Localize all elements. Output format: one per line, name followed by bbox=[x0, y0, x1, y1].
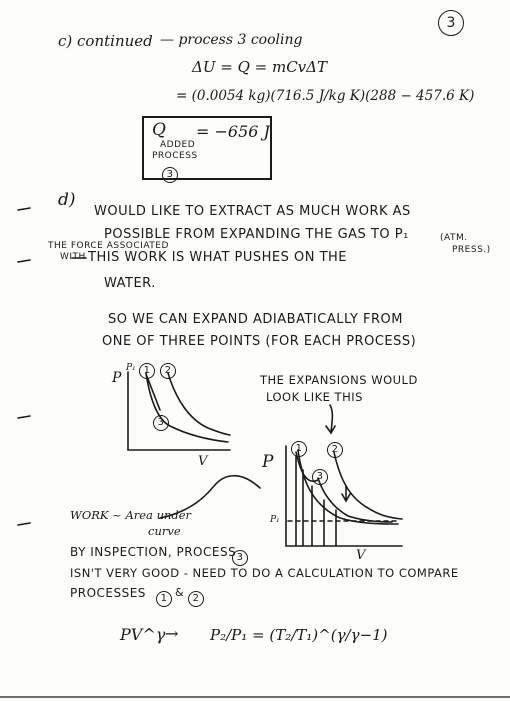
expansions-note-2: LOOK LIKE THIS bbox=[266, 390, 363, 404]
graph1-curve-b bbox=[168, 373, 230, 435]
force-note-2: WITH bbox=[60, 252, 86, 262]
section-c-heading: c) continued bbox=[58, 32, 153, 50]
graph2-p1: P₁ bbox=[270, 515, 280, 525]
graph2-point-1: 1 bbox=[291, 436, 307, 457]
page-number: 3 bbox=[438, 10, 464, 36]
graph1-point-2: 2 bbox=[160, 358, 176, 379]
graph1-axes bbox=[128, 372, 230, 450]
graph2-ylabel: P bbox=[262, 452, 274, 472]
graph2-curve-3 bbox=[318, 478, 392, 522]
d-line-1: WOULD LIKE TO EXTRACT AS MUCH WORK AS bbox=[94, 204, 411, 219]
section-d-label: d) bbox=[58, 190, 76, 210]
graph1-xlabel: V bbox=[198, 454, 208, 469]
result-note-number: 3 bbox=[162, 162, 178, 183]
work-note-2: curve bbox=[148, 524, 181, 538]
graph2-curve-2 bbox=[334, 452, 402, 519]
work-note-1: WORK ~ Area under bbox=[70, 508, 192, 522]
result-note-added: ADDED bbox=[160, 140, 196, 150]
graph1-point-1: 1 bbox=[139, 358, 155, 379]
inspection-process-2: 2 bbox=[188, 586, 204, 607]
inspection-line-2: ISN'T VERY GOOD - NEED TO DO A CALCULATION TO COMPARE bbox=[70, 566, 459, 580]
graph2-point-2: 2 bbox=[327, 437, 343, 458]
inspection-process-1: 1 bbox=[156, 586, 172, 607]
process-label: — process 3 cooling bbox=[160, 32, 303, 48]
inspection-line-3: PROCESSES bbox=[70, 586, 146, 600]
margin-tick bbox=[18, 523, 30, 525]
inspection-number: 3 bbox=[232, 545, 248, 566]
inspection-line-1: BY INSPECTION, PROCESS bbox=[70, 545, 237, 559]
graph2-xlabel: V bbox=[356, 548, 366, 563]
expansions-note-1: THE EXPANSIONS WOULD bbox=[260, 373, 418, 387]
atm-note-2: PRESS.) bbox=[452, 245, 491, 255]
expansions-arrow bbox=[330, 405, 332, 432]
graph1-p1: P₁ bbox=[126, 363, 136, 373]
graph1-point-3: 3 bbox=[153, 410, 169, 431]
result-q: Q bbox=[152, 120, 166, 140]
graph2-arrow bbox=[342, 486, 350, 501]
graph2-curve-1 bbox=[298, 450, 398, 524]
result-value: = −656 J bbox=[196, 122, 270, 141]
d-line-6: ONE OF THREE POINTS (FOR EACH PROCESS) bbox=[102, 334, 417, 349]
equation-line-1: ΔU = Q = mCvΔT bbox=[192, 58, 327, 76]
graph2-point-3: 3 bbox=[312, 464, 328, 485]
inspection-amp: & bbox=[175, 586, 185, 599]
graph1-ylabel: P bbox=[112, 370, 122, 386]
formula-arrow: → bbox=[165, 624, 179, 643]
margin-tick bbox=[18, 260, 30, 262]
result-note-process: PROCESS bbox=[152, 151, 198, 161]
d-line-5: SO WE CAN EXPAND ADIABATICALLY FROM bbox=[108, 312, 404, 327]
formula-right: P₂/P₁ = (T₂/T₁)^(γ/γ−1) bbox=[210, 626, 388, 644]
work-note-curve bbox=[160, 476, 260, 518]
formula-left: PV^γ bbox=[120, 625, 166, 644]
d-line-2: POSSIBLE FROM EXPANDING THE GAS TO P₁ bbox=[104, 227, 409, 242]
d-line-4: WATER. bbox=[104, 276, 156, 291]
margin-tick bbox=[18, 208, 30, 210]
atm-note-1: (ATM. bbox=[440, 233, 468, 243]
force-note-1: THE FORCE ASSOCIATED bbox=[48, 241, 169, 251]
margin-tick bbox=[18, 416, 30, 418]
d-line-3: THIS WORK IS WHAT PUSHES ON THE bbox=[88, 250, 348, 265]
equation-line-2: = (0.0054 kg)(716.5 J/kg K)(288 − 457.6 K) bbox=[176, 88, 475, 104]
